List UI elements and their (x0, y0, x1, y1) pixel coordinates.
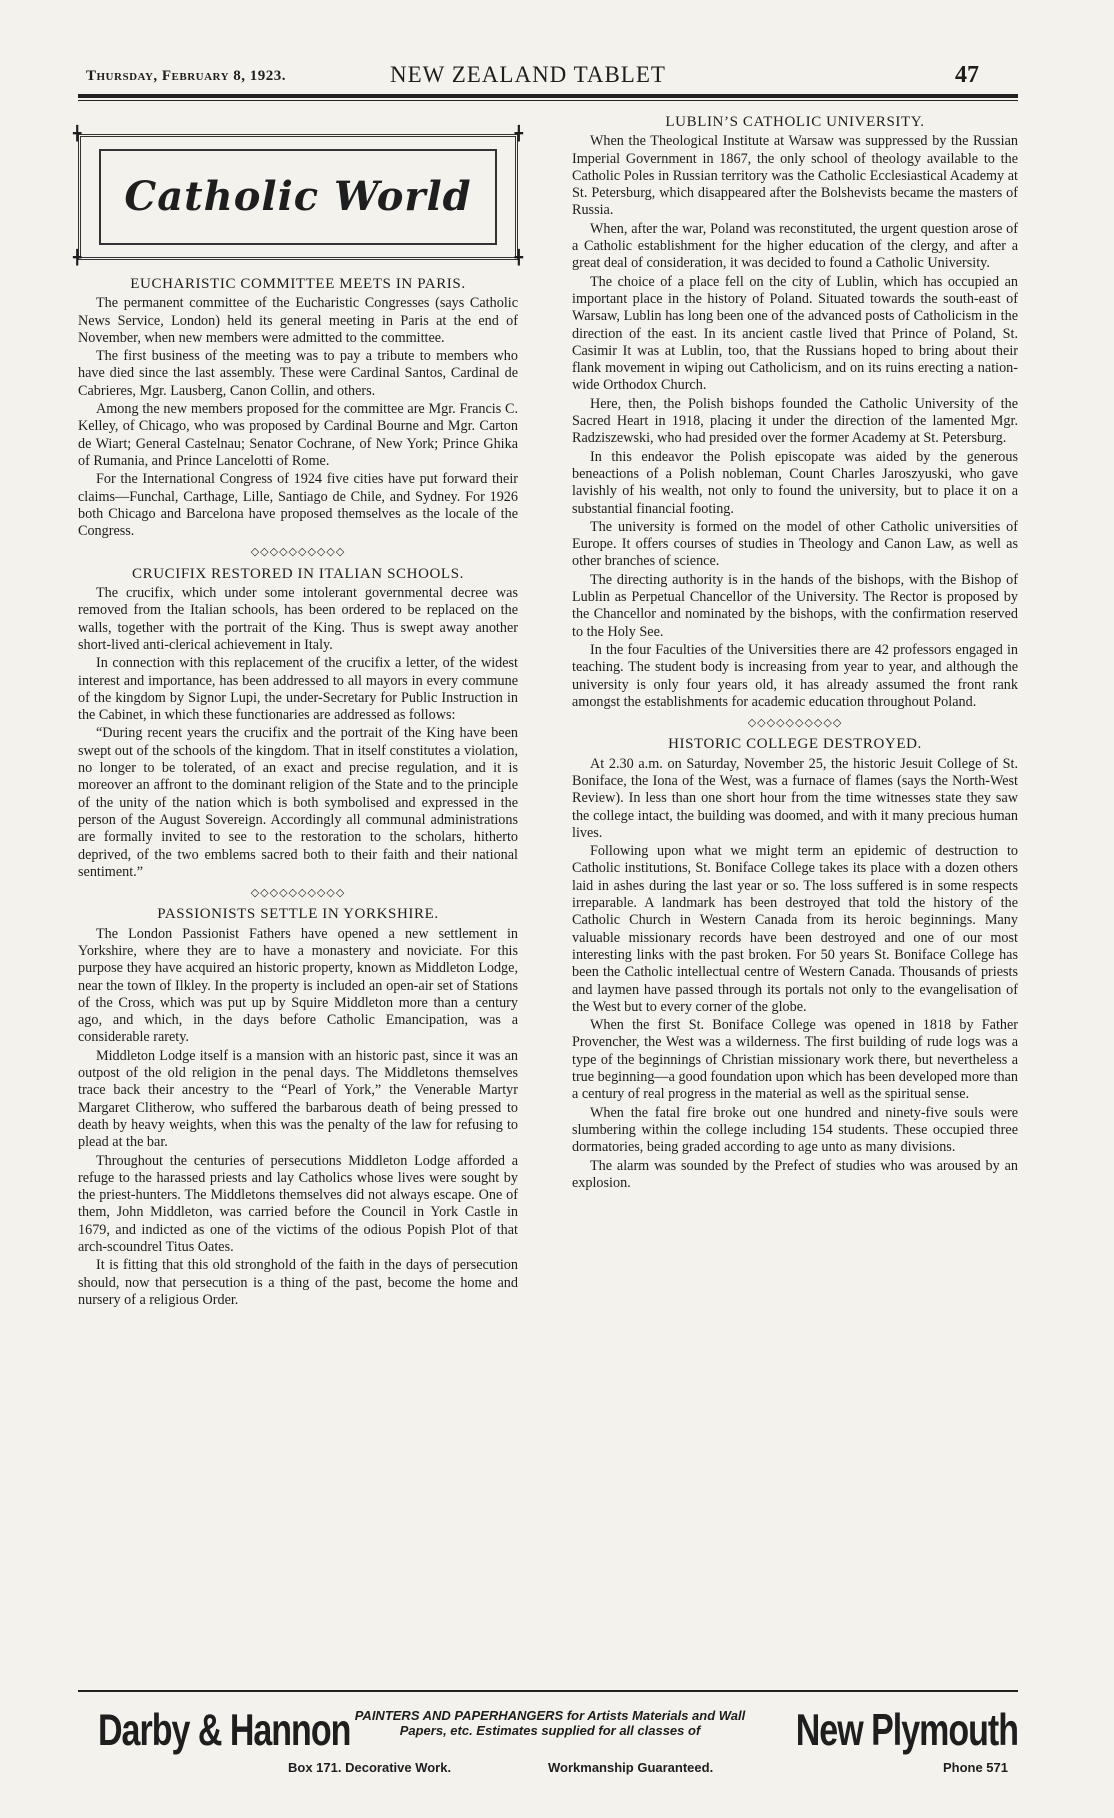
ad-location: New Plymouth (795, 1706, 1018, 1756)
article-paragraph: The choice of a place fell on the city of Lublin, which has occupied an important place in the history of Poland. Situated towards the south-east of Warsaw, Lublin has long been one of the advanced posts of Catholicism in the direction of the east. In its ancient castle lived that Prince of Poland, St. Casimir It was at Lublin, too, that the Russians hoped to bring about their flank movement in wiping out Catholicism, and on its ruins erecting a nation-wide Orthodox Church. (572, 273, 1018, 394)
section-banner (73, 127, 523, 266)
article-paragraph: In this endeavor the Polish episcopate was aided by the generous beneactions of a Polish nobleman, Count Charles Jaroszyuski, who gave lavishly of his wealth, not only to found the university, but to place it on a substantial financial footing. (572, 448, 1018, 517)
article-paragraph: Middleton Lodge itself is a mansion with an historic past, since it was an outpost of the old religion in the penal days. The Middletons themselves trace back their ancestry to the “Pearl of York,” the Venerable Martyr Margaret Clitherow, who suffered the barbarous death of being pressed to death by heavy weights, when this was the penalty of the law for refusing to plead at the bar. (78, 1047, 518, 1151)
article-paragraph: The permanent committee of the Eucharistic Congresses (says Catholic News Service, London) held its general meeting in Paris at the end of November, when new members were admitted to the committee. (78, 295, 518, 346)
article-paragraph: The alarm was sounded by the Prefect of studies who was aroused by an explosion. (572, 1157, 1018, 1191)
page-number: 47 (955, 62, 979, 88)
article-paragraph: The university is formed on the model of other Catholic universities of Europe. It offers courses of studies in Theology and Canon Law, as well as other branches of science. (572, 518, 1018, 570)
ad-box-number: Box 171. Decorative Work. (288, 1760, 452, 1775)
article-heading: PASSIONISTS SETTLE IN YORKSHIRE. (157, 906, 439, 923)
right-column (572, 110, 1018, 1193)
article-paragraph: For the International Congress of 1924 five cities have put forward their claims—Funchal, Carthage, Lille, Santiago de Chile, and Sydney. For 1926 both Chicago and Barcelona have proposed themselves as the locale of the Congress. (78, 471, 518, 540)
banner-inner-frame (99, 149, 497, 245)
article-paragraph: Throughout the centuries of persecutions Middleton Lodge afforded a refuge to the harassed priests and lay Catholics whose lives were sought by the priest-hunters. The Middletons themselves did not always escape. One of them, John Middleton, was carried before the Council in York Castle in 1679, and indicted as one of the victims of the odious Popish Plot of that arch-scoundrel Titus Oates. (78, 1152, 518, 1256)
article-paragraph: When the Theological Institute at Warsaw was suppressed by the Russian Imperial Government in 1867, the only school of theology available to the Catholic Poles in Russian territory was the Catholic Ecclesiastical Academy at St. Petersburg, which disappeared after the Bolshevists became the masters of Russia. (572, 133, 1018, 219)
article-paragraph: Here, then, the Polish bishops founded the Catholic University of the Sacred Heart in 1918, placing it under the direction of the lamented Mgr. Radziszewski, who had presided over the former Academy at St. Petersburg. (572, 395, 1018, 447)
article-paragraph: It is fitting that this old stronghold of the faith in the days of persecution should, now that persecution is a thing of the past, become the home and nursery of a religious Order. (78, 1257, 518, 1308)
section-divider-ornament: ◇◇◇◇◇◇◇◇◇◇ (250, 887, 346, 900)
article-paragraph: The directing authority is in the hands of the bishops, with the Bishop of Lublin as Perpetual Chancellor of the University. The Rector is proposed by the Chancellor and nominated by the bishops, with the confirmation reserved to the Holy See. (572, 571, 1018, 640)
left-column (73, 110, 523, 1310)
article-heading: LUBLIN’S CATHOLIC UNIVERSITY. (665, 114, 925, 130)
ad-phone: Phone 571 (942, 1760, 1008, 1775)
article-paragraph: Among the new members proposed for the committee are Mgr. Francis C. Kelley, of Chicago, who was proposed by Cardinal Bourne and Mgr. Carton de Wiart; General Castelnau; Senator Cochrane, of New York; Prince Ghika of Rumania, and Prince Lancelotti of Rome. (78, 401, 518, 469)
article-paragraph: When, after the war, Poland was reconstituted, the urgent question arose of a Catholic establishment for the higher education of the clergy, and after a great deal of consideration, it was decided to found a Catholic University. (572, 220, 1018, 272)
issue-date: Thursday, February 8, 1923. (86, 68, 287, 84)
article-paragraph: In connection with this replacement of the crucifix a letter, of the widest interest and importance, has been addressed to all mayors in every commune of the kingdom by Signor Lupi, the under-Secretary for Public Instruction in the Cabinet, in which these functionaries are addressed as follows: (78, 655, 518, 724)
article-heading: CRUCIFIX RESTORED IN ITALIAN SCHOOLS. (132, 565, 464, 582)
section-divider-ornament: ◇◇◇◇◇◇◇◇◇◇ (250, 546, 346, 559)
section-title: Catholic World (124, 173, 472, 221)
corner-ornament-icon: ╋ (514, 127, 523, 142)
article-paragraph: Following upon what we might term an epidemic of destruction to Catholic institutions, St. Boniface College takes its place with a dozen others laid in ashes during the last year or so. The loss suffered is in some respects irreparable. A landmark has been destroyed that told the history of the Catholic Church in Western Canada from its heroic beginnings. Many valuable missionary records have been destroyed and one of our most interesting links with the past broken. For 50 years St. Boniface College has been the Catholic intellectual centre of Western Canada. Thousands of priests and laymen have passed through its portals not only to the evangelisation of the West but to every corner of the globe. (572, 843, 1018, 1015)
article-paragraph: The crucifix, which under some intolerant governmental decree was removed from the Italian schools, has been ordered to be replaced on the walls, together with the portrait of the King. Thus is swept away another short-lived anti-clerical achievement in Italy. (78, 585, 518, 653)
article-paragraph: When the fatal fire broke out one hundred and ninety-five souls were slumbering within the college including 154 students. These occupied three dormatories, being graded according to age unto as many divisions. (572, 1104, 1018, 1156)
ad-guarantee: Workmanship Guaranteed. (548, 1760, 714, 1775)
section-divider-ornament: ◇◇◇◇◇◇◇◇◇◇ (747, 717, 843, 730)
corner-ornament-icon: ╋ (73, 127, 82, 142)
article-paragraph: “During recent years the crucifix and the portrait of the King have been swept out of the schools of the kingdom. That in itself constitutes a violation, no longer to be tolerated, of an exact and precise regulation, and it is moreover an affront to the dominant religion of the State and to the principle of the unity of the nation which is both symbolised and expressed in the person of the August Sovereign. Accordingly all communal administrations are formally invited to see to the restoration to the scholars, hitherto deprived, of the two emblems sacred both to their faith and their national sentiment.” (78, 725, 518, 880)
article-paragraph: In the four Faculties of the Universities there are 42 professors engaged in teaching. The student body is increasing from year to year, and although the university is only four years old, it has already assumed the front rank amongst the establishments for academic education throughout Poland. (572, 641, 1018, 710)
masthead-title: NEW ZEALAND TABLET (390, 62, 666, 87)
header-rule (78, 94, 1018, 98)
article-paragraph: The first business of the meeting was to pay a tribute to members who have died since the last assembly. These were Cardinal Santos, Cardinal de Cabrieres, Mgr. Lausberg, Canon Collin, and others. (78, 348, 518, 399)
corner-ornament-icon: ╋ (73, 251, 82, 266)
ad-description: PAINTERS AND PAPERHANGERS for Artists Materials and Wall Papers, etc. Estimates supplied for all classes of (354, 1708, 746, 1738)
article-paragraph: The London Passionist Fathers have opened a new settlement in Yorkshire, where they are to have a monastery and noviciate. For this purpose they have acquired an historic property, known as Middleton Lodge, near the town of Ilkley. In the property is included an open-air set of Stations of the Cross, which was put up by Squire Middleton more than a century ago, and which, in the days before Catholic Emancipation, was a considerable rarety. (78, 925, 518, 1046)
article-heading: HISTORIC COLLEGE DESTROYED. (668, 736, 922, 753)
article-paragraph: At 2.30 a.m. on Saturday, November 25, the historic Jesuit College of St. Boniface, the Iona of the West, was a furnace of flames (says the North-West Review). In less than one short hour from the time witnesses state they saw the college intact, the building was doomed, and with it many precious human lives. (572, 755, 1018, 841)
advertisement (78, 1692, 1018, 1782)
ad-company-name: Darby & Hannon (98, 1706, 351, 1756)
corner-ornament-icon: ╋ (514, 251, 523, 266)
article-heading: EUCHARISTIC COMMITTEE MEETS IN PARIS. (130, 276, 466, 292)
header-rule-thin (78, 100, 1018, 101)
article-paragraph: When the first St. Boniface College was opened in 1818 by Father Provencher, the West was a wilderness. The first building of rude logs was a type of the beginnings of Christian missionary work there, but nevertheless a true beginning—a good foundation upon which has been developed more than a century of real progress in the material as well as the spiritual sense. (572, 1017, 1018, 1103)
